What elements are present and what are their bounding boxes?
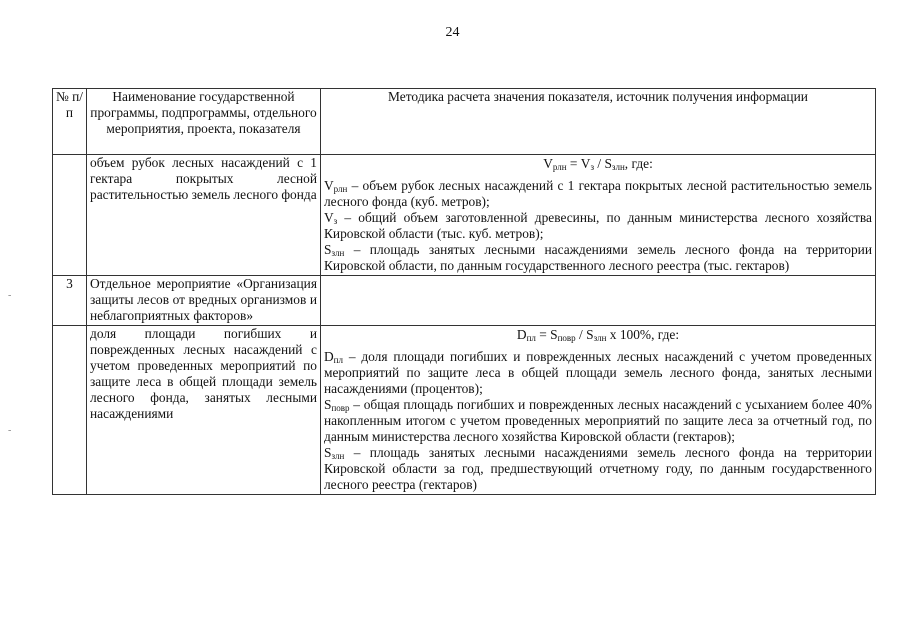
row1-formula: $V_{рлн} = V_з / S_{злн}$, где: — [543, 156, 653, 172]
row3-method — [321, 326, 876, 495]
row3-formula: $D_{пл} = S_{повр} / S_{злн}$ х 100%, где: — [516, 327, 680, 343]
row1-name: объем рубок лесных насаждений с 1 гектара покрытых лесной растительностью земель лесного фонда — [87, 155, 321, 276]
page-number: 24 — [445, 25, 460, 40]
header-method: Методика расчета значения показателя, источник получения информации — [321, 89, 876, 155]
row1-definition: $V_{рлн}$ – объем рубок лесных насаждений с 1 гектара покрытых лесной растительностью земель лесного фонда (куб. метров); — [324, 178, 872, 209]
row3-definition: $S_{злн}$ – площадь занятых лесными насаждениями земель лесного фонда на территории Кировской области за год, предшествующий отчетному году, по данным государственного лесного реестра (гектаров) — [324, 445, 872, 492]
indicators-table — [52, 88, 876, 495]
header-name: Наименование государственной программы, подпрограммы, отдельного мероприятия, проекта, показателя — [87, 89, 321, 155]
row2-method — [321, 276, 876, 326]
header-num: № п/п — [53, 89, 87, 155]
row2-name: Отдельное мероприятие «Организация защиты лесов от вредных организмов и неблагоприятных факторов» — [87, 276, 321, 326]
scan-speck: - — [8, 290, 12, 301]
table-row — [53, 326, 876, 495]
row3-num — [53, 326, 87, 495]
table-header-row — [53, 89, 876, 155]
row3-definition: $D_{пл}$ – доля площади погибших и поврежденных лесных насаждений с учетом проведенных мероприятий по защите леса в общей площади земель лесного фонда, занятых лесными насаждениями (процентов); — [324, 349, 872, 396]
row1-definition: $S_{злн}$ – площадь занятых лесными насаждениями земель лесного фонда на территории Кировской области, по данным государственного лесного реестра (тыс. гектаров) — [324, 242, 872, 273]
table-row — [53, 276, 876, 326]
row3-name: доля площади погибших и поврежденных лесных насаждений с учетом проведенных мероприятий по защите леса в общей площади земель лесного фонда, занятых лесными насаждениями — [87, 326, 321, 495]
row3-definition: $S_{повр}$ – общая площадь погибших и поврежденных лесных насаждений с усыханием более 40% накопленным итогом с учетом проведенных мероприятий по защите леса за отчетный год, по данным министерства лесного хозяйства Кировской области (гектаров); — [324, 397, 872, 444]
row1-num — [53, 155, 87, 276]
row2-num: 3 — [53, 276, 87, 326]
row1-method — [321, 155, 876, 276]
scan-speck: - — [8, 425, 12, 436]
table-row — [53, 155, 876, 276]
row1-definition: $V_з$ – общий объем заготовленной древесины, по данным министерства лесного хозяйства Кировской области (тыс. куб. метров); — [324, 210, 872, 241]
